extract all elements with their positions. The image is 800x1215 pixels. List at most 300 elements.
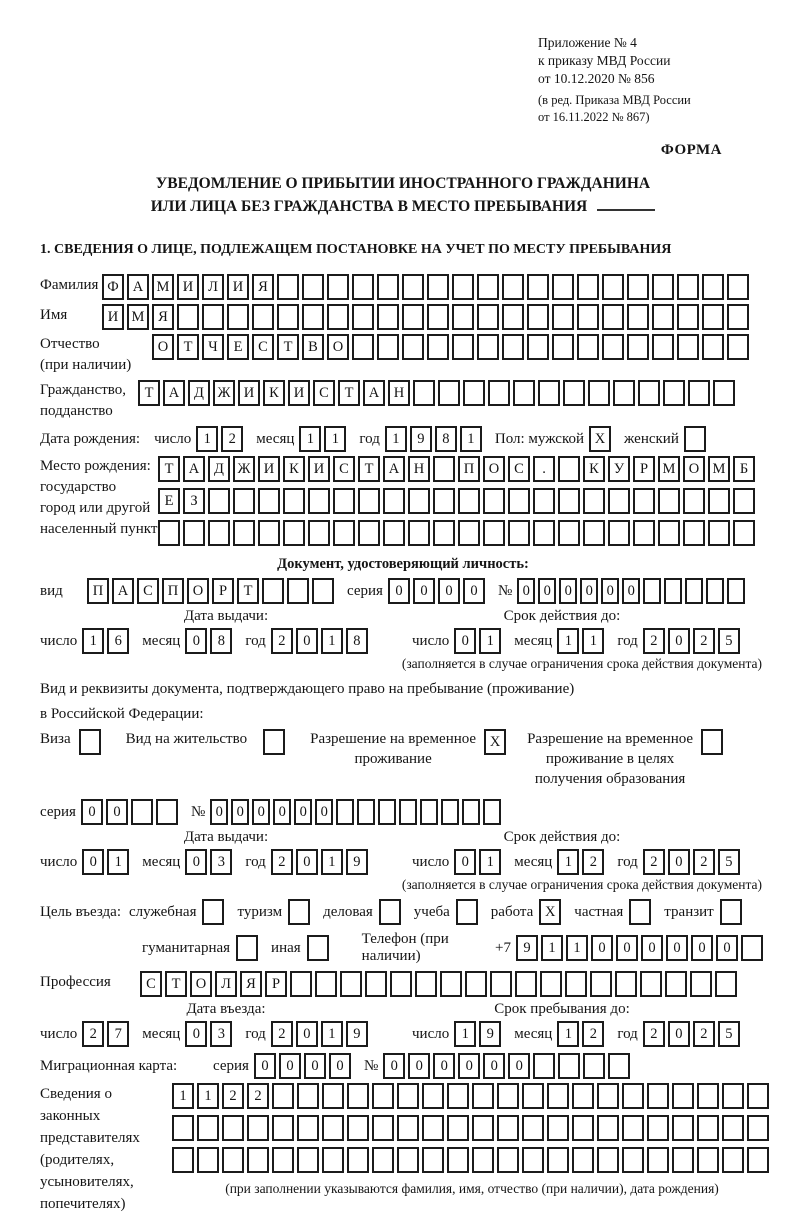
form-cell[interactable]: 0	[273, 799, 291, 825]
form-cell[interactable]	[652, 304, 674, 330]
form-cell[interactable]: 1	[321, 628, 343, 654]
form-cell[interactable]	[727, 334, 749, 360]
form-cell[interactable]	[308, 488, 330, 514]
form-cell[interactable]: А	[163, 380, 185, 406]
form-cell[interactable]	[452, 274, 474, 300]
form-cell[interactable]	[372, 1083, 394, 1109]
form-cell[interactable]	[477, 334, 499, 360]
form-cell[interactable]: 1	[172, 1083, 194, 1109]
form-cell[interactable]	[222, 1147, 244, 1173]
form-cell[interactable]: 0	[463, 578, 485, 604]
form-cell[interactable]	[413, 380, 435, 406]
form-cell[interactable]	[683, 520, 705, 546]
form-cell[interactable]	[715, 971, 737, 997]
form-cell[interactable]: 0	[252, 799, 270, 825]
form-cell[interactable]: Т	[338, 380, 360, 406]
form-cell[interactable]: К	[583, 456, 605, 482]
form-cell[interactable]	[197, 1147, 219, 1173]
form-cell[interactable]	[358, 520, 380, 546]
form-cell[interactable]	[688, 380, 710, 406]
form-cell[interactable]	[677, 304, 699, 330]
form-cell[interactable]	[547, 1083, 569, 1109]
form-cell[interactable]	[747, 1147, 769, 1173]
form-cell[interactable]	[402, 304, 424, 330]
form-cell[interactable]: 1	[479, 628, 501, 654]
form-cell[interactable]: 0	[231, 799, 249, 825]
form-cell[interactable]	[79, 729, 101, 755]
form-cell[interactable]: 1	[324, 426, 346, 452]
form-cell[interactable]: 0	[185, 1021, 207, 1047]
form-cell[interactable]	[352, 334, 374, 360]
form-cell[interactable]	[383, 520, 405, 546]
form-cell[interactable]	[202, 899, 224, 925]
form-cell[interactable]	[447, 1083, 469, 1109]
form-cell[interactable]	[287, 578, 309, 604]
form-cell[interactable]: 2	[693, 1021, 715, 1047]
form-cell[interactable]: Я	[252, 274, 274, 300]
form-cell[interactable]: 8	[346, 628, 368, 654]
form-cell[interactable]: 1	[299, 426, 321, 452]
form-cell[interactable]	[233, 520, 255, 546]
form-cell[interactable]: А	[183, 456, 205, 482]
form-cell[interactable]	[297, 1147, 319, 1173]
form-cell[interactable]	[397, 1083, 419, 1109]
form-cell[interactable]: 0	[185, 628, 207, 654]
form-cell[interactable]	[658, 488, 680, 514]
form-cell[interactable]	[247, 1147, 269, 1173]
form-cell[interactable]: Р	[212, 578, 234, 604]
form-cell[interactable]	[708, 520, 730, 546]
form-cell[interactable]	[547, 1147, 569, 1173]
form-cell[interactable]	[602, 304, 624, 330]
form-cell[interactable]	[508, 520, 530, 546]
form-cell[interactable]	[563, 380, 585, 406]
form-cell[interactable]	[277, 274, 299, 300]
form-cell[interactable]	[441, 799, 459, 825]
form-cell[interactable]	[608, 1053, 630, 1079]
form-cell[interactable]: И	[238, 380, 260, 406]
form-cell[interactable]	[697, 1147, 719, 1173]
form-cell[interactable]	[272, 1115, 294, 1141]
form-cell[interactable]: 0	[408, 1053, 430, 1079]
form-cell[interactable]	[613, 380, 635, 406]
form-cell[interactable]: К	[263, 380, 285, 406]
form-cell[interactable]	[702, 274, 724, 300]
form-cell[interactable]: Л	[215, 971, 237, 997]
form-cell[interactable]	[177, 304, 199, 330]
form-cell[interactable]	[227, 304, 249, 330]
form-cell[interactable]	[440, 971, 462, 997]
form-cell[interactable]	[379, 899, 401, 925]
form-cell[interactable]: З	[183, 488, 205, 514]
form-cell[interactable]: 0	[413, 578, 435, 604]
form-cell[interactable]: 0	[81, 799, 103, 825]
form-cell[interactable]	[722, 1115, 744, 1141]
form-cell[interactable]	[420, 799, 438, 825]
form-cell[interactable]: И	[258, 456, 280, 482]
form-cell[interactable]: О	[187, 578, 209, 604]
form-cell[interactable]	[538, 380, 560, 406]
form-cell[interactable]: 0	[622, 578, 640, 604]
form-cell[interactable]	[663, 380, 685, 406]
form-cell[interactable]: О	[190, 971, 212, 997]
form-cell[interactable]	[685, 578, 703, 604]
form-cell[interactable]	[588, 380, 610, 406]
form-cell[interactable]	[463, 380, 485, 406]
form-cell[interactable]	[701, 729, 723, 755]
form-cell[interactable]	[283, 520, 305, 546]
form-cell[interactable]: 0	[691, 935, 713, 961]
form-cell[interactable]: 0	[538, 578, 556, 604]
form-cell[interactable]: 2	[222, 1083, 244, 1109]
form-cell[interactable]	[233, 488, 255, 514]
form-cell[interactable]: 2	[693, 849, 715, 875]
form-cell[interactable]	[727, 274, 749, 300]
form-cell[interactable]	[647, 1083, 669, 1109]
form-cell[interactable]: 0	[329, 1053, 351, 1079]
form-cell[interactable]: 0	[279, 1053, 301, 1079]
form-cell[interactable]	[472, 1115, 494, 1141]
form-cell[interactable]	[522, 1083, 544, 1109]
form-cell[interactable]	[222, 1115, 244, 1141]
form-cell[interactable]	[397, 1115, 419, 1141]
form-cell[interactable]	[462, 799, 480, 825]
form-cell[interactable]: М	[708, 456, 730, 482]
form-cell[interactable]	[522, 1115, 544, 1141]
form-cell[interactable]: 2	[643, 1021, 665, 1047]
form-cell[interactable]	[552, 274, 574, 300]
form-cell[interactable]	[558, 456, 580, 482]
form-cell[interactable]	[357, 799, 375, 825]
form-cell[interactable]	[552, 334, 574, 360]
form-cell[interactable]	[722, 1083, 744, 1109]
form-cell[interactable]: 9	[346, 849, 368, 875]
form-cell[interactable]	[622, 1147, 644, 1173]
form-cell[interactable]	[652, 334, 674, 360]
form-cell[interactable]: 0	[388, 578, 410, 604]
form-cell[interactable]	[647, 1115, 669, 1141]
form-cell[interactable]	[322, 1147, 344, 1173]
form-cell[interactable]: 2	[82, 1021, 104, 1047]
form-cell[interactable]	[747, 1083, 769, 1109]
form-cell[interactable]: Р	[633, 456, 655, 482]
form-cell[interactable]	[472, 1147, 494, 1173]
form-cell[interactable]	[533, 520, 555, 546]
form-cell[interactable]	[577, 274, 599, 300]
form-cell[interactable]	[702, 304, 724, 330]
form-cell[interactable]: 1	[557, 849, 579, 875]
form-cell[interactable]: Т	[177, 334, 199, 360]
form-cell[interactable]: 1	[321, 1021, 343, 1047]
form-cell[interactable]	[708, 488, 730, 514]
form-cell[interactable]: 1	[582, 628, 604, 654]
form-cell[interactable]	[577, 334, 599, 360]
form-cell[interactable]	[722, 1147, 744, 1173]
form-cell[interactable]: 0	[601, 578, 619, 604]
form-cell[interactable]	[502, 334, 524, 360]
form-cell[interactable]	[399, 799, 417, 825]
form-cell[interactable]: 1	[107, 849, 129, 875]
form-cell[interactable]	[583, 488, 605, 514]
form-cell[interactable]: 0	[82, 849, 104, 875]
form-cell[interactable]	[547, 1115, 569, 1141]
form-cell[interactable]	[483, 799, 501, 825]
form-cell[interactable]	[664, 578, 682, 604]
form-cell[interactable]	[322, 1083, 344, 1109]
form-cell[interactable]	[741, 935, 763, 961]
form-cell[interactable]: 0	[454, 628, 476, 654]
form-cell[interactable]	[608, 488, 630, 514]
form-cell[interactable]	[558, 520, 580, 546]
form-cell[interactable]	[702, 334, 724, 360]
form-cell[interactable]	[583, 520, 605, 546]
form-cell[interactable]	[377, 334, 399, 360]
form-cell[interactable]: А	[363, 380, 385, 406]
form-cell[interactable]: 5	[718, 1021, 740, 1047]
form-cell[interactable]	[347, 1147, 369, 1173]
form-cell[interactable]: А	[127, 274, 149, 300]
form-cell[interactable]: 1	[541, 935, 563, 961]
form-cell[interactable]	[290, 971, 312, 997]
form-cell[interactable]	[408, 488, 430, 514]
form-cell[interactable]	[247, 1115, 269, 1141]
form-cell[interactable]: Т	[237, 578, 259, 604]
form-cell[interactable]: Д	[188, 380, 210, 406]
form-cell[interactable]	[456, 899, 478, 925]
form-cell[interactable]	[315, 971, 337, 997]
form-cell[interactable]: Ф	[102, 274, 124, 300]
form-cell[interactable]	[677, 274, 699, 300]
form-cell[interactable]	[262, 578, 284, 604]
form-cell[interactable]: 0	[517, 578, 535, 604]
form-cell[interactable]: Т	[138, 380, 160, 406]
form-cell[interactable]	[172, 1147, 194, 1173]
form-cell[interactable]	[390, 971, 412, 997]
form-cell[interactable]: 0	[296, 1021, 318, 1047]
form-cell[interactable]: 1	[385, 426, 407, 452]
form-cell[interactable]	[422, 1147, 444, 1173]
form-cell[interactable]	[158, 520, 180, 546]
form-cell[interactable]	[156, 799, 178, 825]
form-cell[interactable]	[422, 1115, 444, 1141]
form-cell[interactable]: Е	[158, 488, 180, 514]
form-cell[interactable]: Ж	[213, 380, 235, 406]
form-cell[interactable]	[615, 971, 637, 997]
form-cell[interactable]	[208, 520, 230, 546]
form-cell[interactable]: К	[283, 456, 305, 482]
form-cell[interactable]	[347, 1115, 369, 1141]
form-cell[interactable]	[677, 334, 699, 360]
form-cell[interactable]	[422, 1083, 444, 1109]
form-cell[interactable]	[513, 380, 535, 406]
form-cell[interactable]	[602, 334, 624, 360]
form-cell[interactable]: С	[313, 380, 335, 406]
form-cell[interactable]	[638, 380, 660, 406]
form-cell[interactable]: Д	[208, 456, 230, 482]
form-cell[interactable]	[684, 426, 706, 452]
form-cell[interactable]	[438, 380, 460, 406]
form-cell[interactable]: О	[327, 334, 349, 360]
form-cell[interactable]	[172, 1115, 194, 1141]
form-cell[interactable]	[236, 935, 258, 961]
form-cell[interactable]: М	[152, 274, 174, 300]
form-cell[interactable]	[427, 274, 449, 300]
form-cell[interactable]	[727, 578, 745, 604]
form-cell[interactable]	[447, 1147, 469, 1173]
form-cell[interactable]	[322, 1115, 344, 1141]
form-cell[interactable]: У	[608, 456, 630, 482]
form-cell[interactable]	[408, 520, 430, 546]
form-cell[interactable]: 0	[616, 935, 638, 961]
form-cell[interactable]: 9	[346, 1021, 368, 1047]
form-cell[interactable]: Л	[202, 274, 224, 300]
form-cell[interactable]	[340, 971, 362, 997]
form-cell[interactable]	[488, 380, 510, 406]
form-cell[interactable]: С	[508, 456, 530, 482]
form-cell[interactable]: X	[589, 426, 611, 452]
form-cell[interactable]	[558, 1053, 580, 1079]
form-cell[interactable]	[333, 520, 355, 546]
form-cell[interactable]	[472, 1083, 494, 1109]
form-cell[interactable]: Р	[265, 971, 287, 997]
form-cell[interactable]: 8	[435, 426, 457, 452]
form-cell[interactable]: 9	[479, 1021, 501, 1047]
form-cell[interactable]: О	[683, 456, 705, 482]
form-cell[interactable]: И	[227, 274, 249, 300]
form-cell[interactable]: М	[658, 456, 680, 482]
form-cell[interactable]: М	[127, 304, 149, 330]
form-cell[interactable]: 0	[580, 578, 598, 604]
form-cell[interactable]: Ж	[233, 456, 255, 482]
form-cell[interactable]: 1	[454, 1021, 476, 1047]
form-cell[interactable]: А	[112, 578, 134, 604]
form-cell[interactable]	[308, 520, 330, 546]
form-cell[interactable]	[629, 899, 651, 925]
form-cell[interactable]	[622, 1083, 644, 1109]
form-cell[interactable]	[583, 1053, 605, 1079]
form-cell[interactable]: X	[539, 899, 561, 925]
form-cell[interactable]	[288, 899, 310, 925]
form-cell[interactable]: X	[484, 729, 506, 755]
form-cell[interactable]	[540, 971, 562, 997]
form-cell[interactable]	[497, 1083, 519, 1109]
form-cell[interactable]	[608, 520, 630, 546]
form-cell[interactable]: 0	[591, 935, 613, 961]
form-cell[interactable]: Ч	[202, 334, 224, 360]
form-cell[interactable]	[302, 304, 324, 330]
form-cell[interactable]	[627, 304, 649, 330]
form-cell[interactable]: Е	[227, 334, 249, 360]
form-cell[interactable]: С	[333, 456, 355, 482]
form-cell[interactable]: Я	[240, 971, 262, 997]
form-cell[interactable]: 0	[458, 1053, 480, 1079]
form-cell[interactable]: П	[162, 578, 184, 604]
form-cell[interactable]	[483, 520, 505, 546]
form-cell[interactable]	[208, 488, 230, 514]
form-cell[interactable]	[477, 304, 499, 330]
form-cell[interactable]	[527, 334, 549, 360]
form-cell[interactable]	[733, 520, 755, 546]
form-cell[interactable]	[577, 304, 599, 330]
form-cell[interactable]	[572, 1147, 594, 1173]
form-cell[interactable]	[502, 304, 524, 330]
form-cell[interactable]	[433, 456, 455, 482]
form-cell[interactable]	[377, 274, 399, 300]
form-cell[interactable]	[372, 1115, 394, 1141]
form-cell[interactable]	[397, 1147, 419, 1173]
form-cell[interactable]	[502, 274, 524, 300]
form-cell[interactable]: 1	[82, 628, 104, 654]
form-cell[interactable]	[312, 578, 334, 604]
form-cell[interactable]	[402, 274, 424, 300]
form-cell[interactable]: 2	[643, 849, 665, 875]
form-cell[interactable]	[452, 304, 474, 330]
form-cell[interactable]	[747, 1115, 769, 1141]
form-cell[interactable]: 2	[693, 628, 715, 654]
form-cell[interactable]	[352, 274, 374, 300]
form-cell[interactable]	[202, 304, 224, 330]
form-cell[interactable]: 0	[508, 1053, 530, 1079]
form-cell[interactable]	[183, 520, 205, 546]
form-cell[interactable]: И	[102, 304, 124, 330]
form-cell[interactable]	[433, 520, 455, 546]
form-cell[interactable]	[652, 274, 674, 300]
form-cell[interactable]: 0	[559, 578, 577, 604]
form-cell[interactable]: 5	[718, 628, 740, 654]
form-cell[interactable]	[733, 488, 755, 514]
form-cell[interactable]	[307, 935, 329, 961]
form-cell[interactable]	[297, 1115, 319, 1141]
form-cell[interactable]: В	[302, 334, 324, 360]
form-cell[interactable]	[590, 971, 612, 997]
form-cell[interactable]: 0	[433, 1053, 455, 1079]
form-cell[interactable]	[527, 274, 549, 300]
form-cell[interactable]	[665, 971, 687, 997]
form-cell[interactable]: Н	[408, 456, 430, 482]
form-cell[interactable]	[427, 334, 449, 360]
form-cell[interactable]: 1	[557, 628, 579, 654]
form-cell[interactable]	[672, 1083, 694, 1109]
form-cell[interactable]	[372, 1147, 394, 1173]
form-cell[interactable]	[490, 971, 512, 997]
form-cell[interactable]: Я	[152, 304, 174, 330]
form-cell[interactable]	[333, 488, 355, 514]
form-cell[interactable]	[690, 971, 712, 997]
form-cell[interactable]	[458, 520, 480, 546]
form-cell[interactable]: 0	[210, 799, 228, 825]
form-cell[interactable]: 0	[716, 935, 738, 961]
form-cell[interactable]	[672, 1115, 694, 1141]
form-cell[interactable]: С	[252, 334, 274, 360]
form-cell[interactable]	[497, 1115, 519, 1141]
form-cell[interactable]: 2	[271, 628, 293, 654]
form-cell[interactable]	[508, 488, 530, 514]
form-cell[interactable]: 0	[383, 1053, 405, 1079]
form-cell[interactable]	[727, 304, 749, 330]
form-cell[interactable]	[602, 274, 624, 300]
form-cell[interactable]	[647, 1147, 669, 1173]
form-cell[interactable]	[465, 971, 487, 997]
form-cell[interactable]: 0	[106, 799, 128, 825]
form-cell[interactable]	[283, 488, 305, 514]
form-cell[interactable]	[327, 304, 349, 330]
form-cell[interactable]: 0	[438, 578, 460, 604]
form-cell[interactable]: 0	[185, 849, 207, 875]
form-cell[interactable]: 1	[479, 849, 501, 875]
form-cell[interactable]	[597, 1083, 619, 1109]
form-cell[interactable]: И	[177, 274, 199, 300]
form-cell[interactable]	[515, 971, 537, 997]
